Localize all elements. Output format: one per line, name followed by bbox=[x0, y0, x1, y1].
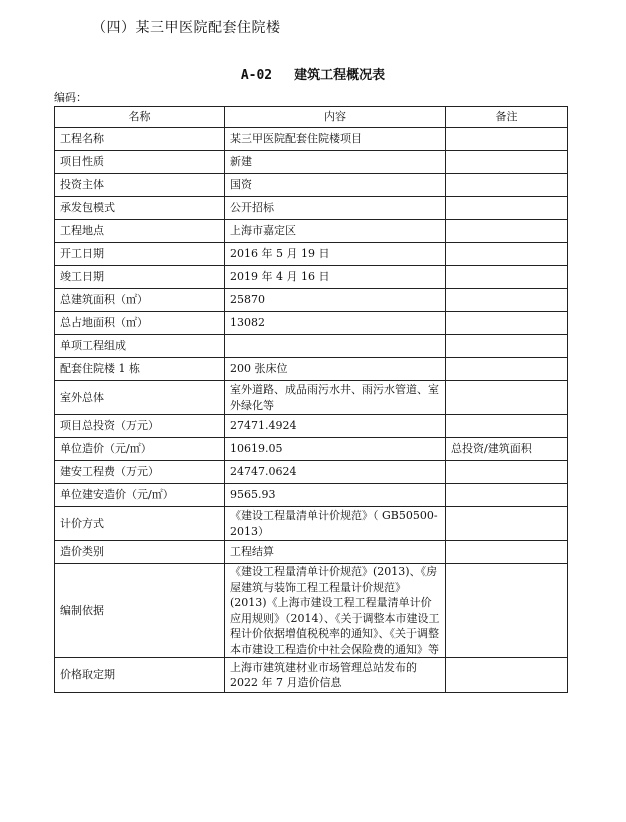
row-remark: 总投资/建筑面积 bbox=[446, 438, 568, 461]
row-content: 27471.4924 bbox=[225, 415, 446, 438]
section-heading: （四）某三甲医院配套住院楼 bbox=[92, 20, 281, 36]
row-name: 配套住院楼 1 栋 bbox=[55, 358, 225, 381]
row-content: 9565.93 bbox=[225, 484, 446, 507]
row-name: 承发包模式 bbox=[55, 197, 225, 220]
row-remark bbox=[446, 658, 568, 693]
row-name: 开工日期 bbox=[55, 243, 225, 266]
table-row bbox=[55, 358, 568, 381]
header-content: 内容 bbox=[225, 107, 446, 128]
row-content: 室外道路、成品雨污水井、雨污水管道、室外绿化等 bbox=[225, 381, 446, 415]
row-name: 价格取定期 bbox=[55, 658, 225, 693]
code-label: 编码： bbox=[54, 91, 87, 104]
row-remark bbox=[446, 461, 568, 484]
row-content: 2019 年 4 月 16 日 bbox=[225, 266, 446, 289]
row-name: 工程名称 bbox=[55, 128, 225, 151]
row-name: 计价方式 bbox=[55, 507, 225, 541]
row-content: 上海市建筑建材业市场管理总站发布的 2022 年 7 月造价信息 bbox=[225, 658, 446, 693]
table-row bbox=[55, 438, 568, 461]
row-remark bbox=[446, 564, 568, 658]
table-row bbox=[55, 243, 568, 266]
table-header-row bbox=[55, 107, 568, 128]
row-name: 编制依据 bbox=[55, 564, 225, 658]
overview-table bbox=[54, 106, 568, 693]
row-name: 造价类别 bbox=[55, 541, 225, 564]
row-name: 单项工程组成 bbox=[55, 335, 225, 358]
table-row bbox=[55, 289, 568, 312]
row-remark bbox=[446, 243, 568, 266]
row-remark bbox=[446, 174, 568, 197]
table-row bbox=[55, 658, 568, 693]
row-content: 公开招标 bbox=[225, 197, 446, 220]
table-name: 建筑工程概况表 bbox=[294, 68, 386, 83]
table-row bbox=[55, 415, 568, 438]
table-row bbox=[55, 541, 568, 564]
row-content: 工程结算 bbox=[225, 541, 446, 564]
row-content: 国资 bbox=[225, 174, 446, 197]
row-remark bbox=[446, 484, 568, 507]
row-remark bbox=[446, 197, 568, 220]
header-name: 名称 bbox=[55, 107, 225, 128]
table-row bbox=[55, 507, 568, 541]
row-content: 2016 年 5 月 19 日 bbox=[225, 243, 446, 266]
table-row bbox=[55, 461, 568, 484]
row-content: 10619.05 bbox=[225, 438, 446, 461]
row-content: 200 张床位 bbox=[225, 358, 446, 381]
row-remark bbox=[446, 335, 568, 358]
row-content: 《建设工程量清单计价规范》（ GB50500-2013） bbox=[225, 507, 446, 541]
row-name: 投资主体 bbox=[55, 174, 225, 197]
table-row bbox=[55, 484, 568, 507]
row-remark bbox=[446, 220, 568, 243]
table-title bbox=[0, 64, 626, 83]
row-name: 总建筑面积（㎡） bbox=[55, 289, 225, 312]
table-row bbox=[55, 266, 568, 289]
row-remark bbox=[446, 312, 568, 335]
row-name: 项目总投资（万元） bbox=[55, 415, 225, 438]
row-remark bbox=[446, 541, 568, 564]
table-row bbox=[55, 335, 568, 358]
row-name: 总占地面积（㎡） bbox=[55, 312, 225, 335]
row-remark bbox=[446, 289, 568, 312]
table-code: A-02 bbox=[240, 68, 273, 83]
row-content: 上海市嘉定区 bbox=[225, 220, 446, 243]
table-row bbox=[55, 564, 568, 658]
row-name: 项目性质 bbox=[55, 151, 225, 174]
row-name: 建安工程费（万元） bbox=[55, 461, 225, 484]
row-remark bbox=[446, 507, 568, 541]
row-content: 24747.0624 bbox=[225, 461, 446, 484]
row-content bbox=[225, 335, 446, 358]
row-remark bbox=[446, 358, 568, 381]
row-remark bbox=[446, 266, 568, 289]
table-row bbox=[55, 197, 568, 220]
row-content: 25870 bbox=[225, 289, 446, 312]
row-remark bbox=[446, 151, 568, 174]
table-row bbox=[55, 151, 568, 174]
row-remark bbox=[446, 128, 568, 151]
table-row bbox=[55, 128, 568, 151]
table-row bbox=[55, 220, 568, 243]
row-content: 13082 bbox=[225, 312, 446, 335]
row-remark bbox=[446, 381, 568, 415]
row-name: 单位造价（元/㎡） bbox=[55, 438, 225, 461]
header-remark: 备注 bbox=[446, 107, 568, 128]
row-name: 单位建安造价（元/㎡） bbox=[55, 484, 225, 507]
row-content: 《建设工程量清单计价规范》(2013)、《房屋建筑与装饰工程工程量计价规范》(2013)《上海市建设工程工程量清单计价应用规则》（2014）、《关于调整本市建设工程计价依据增值税税率的通知》、《关于调整本市建设工程造价中社会保险费的通知》等 bbox=[225, 564, 446, 658]
row-remark bbox=[446, 415, 568, 438]
row-name: 竣工日期 bbox=[55, 266, 225, 289]
table-row bbox=[55, 174, 568, 197]
row-content: 某三甲医院配套住院楼项目 bbox=[225, 128, 446, 151]
table-row bbox=[55, 381, 568, 415]
table-row bbox=[55, 312, 568, 335]
row-name: 工程地点 bbox=[55, 220, 225, 243]
row-content: 新建 bbox=[225, 151, 446, 174]
row-name: 室外总体 bbox=[55, 381, 225, 415]
